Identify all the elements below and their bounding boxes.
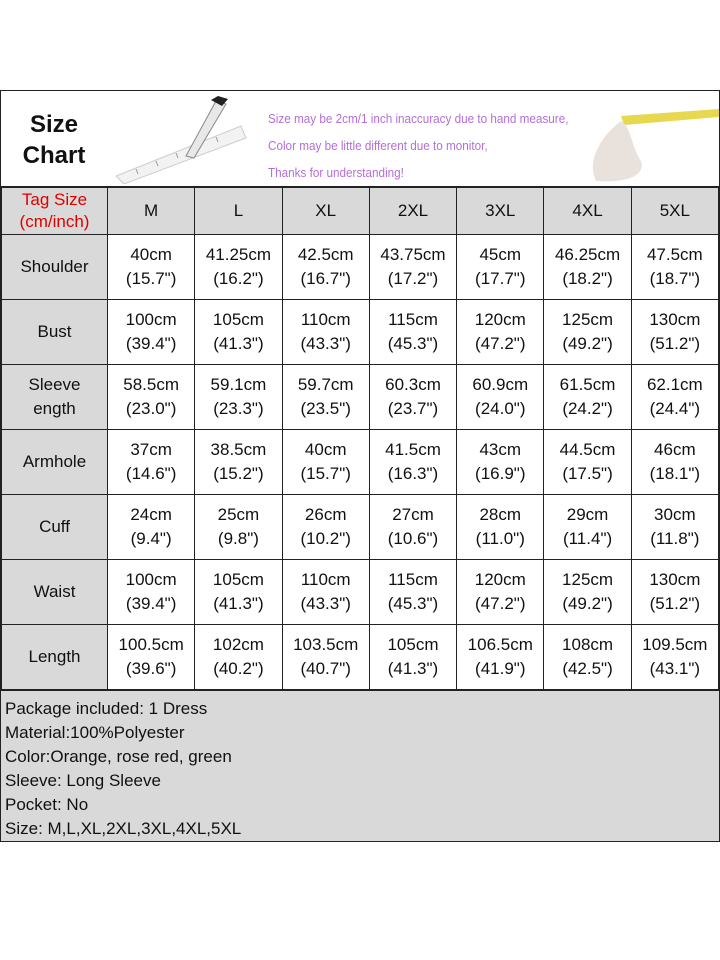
cm-value: 40cm: [304, 440, 347, 459]
inch-value: (11.0"): [475, 529, 525, 548]
measure-cell: [369, 495, 456, 560]
size-header-3XL: 3XL: [457, 188, 544, 235]
row-label-text: Shoulder: [20, 257, 89, 276]
inch-value: (16.3"): [387, 464, 439, 483]
cm-value: 61.5cm: [559, 375, 616, 394]
inch-value: (17.2"): [387, 269, 439, 288]
measure-cell: [282, 430, 369, 495]
cm-value: 60.9cm: [472, 375, 529, 394]
measure-cell: [195, 365, 282, 430]
cm-value: 109.5cm: [642, 635, 708, 654]
row-label-text: Waist: [33, 582, 76, 601]
cm-value: 24cm: [130, 505, 172, 524]
inch-value: (9.8"): [217, 529, 259, 548]
cm-value: 41.25cm: [205, 245, 272, 264]
product-info: [1, 690, 719, 841]
info-line: Material:100%Polyester: [5, 723, 185, 742]
inch-value: (49.2"): [562, 334, 613, 353]
measure-cell: [369, 625, 456, 690]
inch-value: (17.5"): [562, 464, 613, 483]
measure-cell: [282, 365, 369, 430]
pencil-ruler-illustration: [116, 96, 256, 184]
cm-value: 110cm: [300, 570, 351, 589]
cm-value: 115cm: [388, 570, 438, 589]
inch-value: (17.7"): [475, 269, 526, 288]
cm-value: 59.1cm: [210, 375, 267, 394]
row-label-text: Length: [28, 647, 81, 666]
inch-value: (24.2"): [562, 399, 613, 418]
cm-value: 26cm: [304, 505, 347, 524]
measure-cell: [369, 560, 456, 625]
inch-value: (43.3"): [300, 594, 351, 613]
measure-cell: [369, 365, 456, 430]
cm-value: 38.5cm: [210, 440, 267, 459]
cm-value: 100cm: [125, 570, 177, 589]
cm-value: 41.5cm: [385, 440, 441, 459]
tag-size-header: [2, 188, 108, 235]
row-label: [2, 365, 108, 430]
inch-value: (23.3"): [213, 399, 264, 418]
cm-value: 62.1cm: [646, 375, 703, 394]
row-label-text: Armhole: [22, 452, 87, 471]
row-label-text: Bust: [37, 322, 72, 341]
inch-value: (14.6"): [125, 464, 177, 483]
cm-value: 44.5cm: [559, 440, 616, 459]
measure-cell: [108, 495, 195, 560]
measure-cell: [457, 560, 544, 625]
note: Thanks for understanding!: [268, 165, 404, 180]
size-header-4XL: 4XL: [544, 188, 631, 235]
inch-value: (45.3"): [387, 594, 439, 613]
disclaimer-notes: [268, 105, 568, 186]
info-line: Package included: 1 Dress: [5, 699, 208, 718]
measure-cell: [631, 430, 718, 495]
inch-value: (39.4"): [125, 594, 177, 613]
cm-value: 42.5cm: [297, 245, 354, 264]
note: Size may be 2cm/1 inch inaccuracy due to hand measure,: [268, 111, 569, 126]
row-label-text: ength: [33, 399, 76, 418]
measure-cell: [544, 300, 631, 365]
inch-value: (39.6"): [125, 659, 177, 678]
cm-value: 40cm: [130, 245, 172, 264]
inch-value: (43.3"): [300, 334, 351, 353]
table-row: [2, 625, 719, 690]
measure-cell: [195, 560, 282, 625]
cm-value: 100cm: [125, 310, 177, 329]
info-line: Color:Orange, rose red, green: [5, 747, 232, 766]
cm-value: 102cm: [212, 635, 264, 654]
cm-value: 100.5cm: [118, 635, 184, 654]
measure-cell: [108, 430, 195, 495]
inch-value: (43.1"): [649, 659, 701, 678]
inch-value: (11.4"): [562, 529, 613, 548]
inch-value: (16.2"): [213, 269, 264, 288]
measure-cell: [282, 235, 369, 300]
inch-value: (23.5"): [300, 399, 351, 418]
cm-value: 105cm: [212, 570, 264, 589]
measure-cell: [631, 495, 718, 560]
cm-value: 125cm: [562, 310, 614, 329]
cm-value: 46cm: [654, 440, 696, 459]
inch-value: (47.2"): [475, 334, 526, 353]
hand-tape-measure-illustration: [576, 101, 719, 183]
inch-value: (10.6"): [387, 529, 439, 548]
row-label: [2, 300, 108, 365]
cm-value: 43cm: [479, 440, 522, 459]
inch-value: (18.7"): [649, 269, 701, 288]
measure-cell: [195, 495, 282, 560]
row-label: [2, 235, 108, 300]
measure-cell: [282, 560, 369, 625]
measure-cell: [631, 235, 718, 300]
inch-value: (15.2"): [213, 464, 264, 483]
cm-value: 105cm: [212, 310, 264, 329]
tag-label: Tag Size: [21, 190, 88, 209]
cm-value: 130cm: [649, 310, 701, 329]
inch-value: (10.2"): [300, 529, 351, 548]
cm-value: 60.3cm: [385, 375, 441, 394]
measure-cell: [544, 235, 631, 300]
size-header-M: M: [108, 188, 195, 235]
row-label: [2, 625, 108, 690]
measure-cell: [195, 625, 282, 690]
inch-value: (45.3"): [387, 334, 439, 353]
inch-value: (15.7"): [300, 464, 351, 483]
table-row: [2, 430, 719, 495]
measure-cell: [457, 235, 544, 300]
row-label-text: Sleeve: [28, 375, 81, 394]
row-label: [2, 495, 108, 560]
title-line: Chart: [22, 142, 86, 169]
measure-cell: [282, 625, 369, 690]
measure-cell: [369, 235, 456, 300]
cm-value: 30cm: [654, 505, 696, 524]
note: Color may be little different due to monitor,: [268, 138, 488, 153]
measure-cell: [544, 625, 631, 690]
cm-value: 106.5cm: [467, 635, 533, 654]
measure-cell: [108, 560, 195, 625]
table-row: [2, 365, 719, 430]
cm-value: 37cm: [130, 440, 172, 459]
inch-value: (41.3"): [213, 594, 264, 613]
measure-cell: [457, 495, 544, 560]
cm-value: 59.7cm: [297, 375, 354, 394]
measure-cell: [544, 560, 631, 625]
measure-cell: [108, 300, 195, 365]
cm-value: 110cm: [300, 310, 351, 329]
size-header-5XL: 5XL: [631, 188, 718, 235]
cm-value: 115cm: [388, 310, 438, 329]
chart-title: [1, 109, 107, 171]
table-row: [2, 300, 719, 365]
measure-cell: [195, 430, 282, 495]
measure-cell: [544, 430, 631, 495]
measure-cell: [108, 365, 195, 430]
info-line: Size: M,L,XL,2XL,3XL,4XL,5XL: [5, 819, 242, 838]
cm-value: 108cm: [562, 635, 614, 654]
cm-value: 43.75cm: [380, 245, 446, 264]
row-label: [2, 430, 108, 495]
measure-cell: [631, 625, 718, 690]
size-chart: [0, 90, 720, 842]
title-line: Size: [29, 111, 79, 138]
measure-cell: [195, 235, 282, 300]
chart-header: [1, 91, 719, 187]
inch-value: (18.1"): [649, 464, 701, 483]
cm-value: 45cm: [479, 245, 522, 264]
cm-value: 105cm: [387, 635, 439, 654]
cm-value: 47.5cm: [646, 245, 703, 264]
cm-value: 25cm: [217, 505, 260, 524]
inch-value: (41.3"): [213, 334, 264, 353]
measure-cell: [282, 495, 369, 560]
inch-value: (41.9"): [475, 659, 526, 678]
inch-value: (47.2"): [475, 594, 526, 613]
inch-value: (40.7"): [300, 659, 351, 678]
cm-value: 125cm: [562, 570, 614, 589]
cm-value: 29cm: [566, 505, 609, 524]
cm-value: 28cm: [479, 505, 522, 524]
measure-cell: [457, 365, 544, 430]
measure-cell: [544, 365, 631, 430]
inch-value: (40.2"): [213, 659, 264, 678]
measure-cell: [457, 625, 544, 690]
size-header-2XL: 2XL: [369, 188, 456, 235]
cm-value: 46.25cm: [554, 245, 621, 264]
measure-cell: [369, 300, 456, 365]
cm-value: 27cm: [392, 505, 434, 524]
cm-value: 103.5cm: [293, 635, 359, 654]
inch-value: (23.0"): [125, 399, 177, 418]
inch-value: (16.7"): [300, 269, 351, 288]
inch-value: (9.4"): [130, 529, 172, 548]
inch-value: (51.2"): [649, 594, 701, 613]
inch-value: (16.9"): [475, 464, 526, 483]
cm-value: 130cm: [649, 570, 701, 589]
table-row: [2, 495, 719, 560]
info-line: Pocket: No: [5, 795, 89, 814]
inch-value: (51.2"): [649, 334, 701, 353]
inch-value: (24.4"): [649, 399, 701, 418]
cm-value: 120cm: [474, 310, 526, 329]
table-row: [2, 560, 719, 625]
inch-value: (15.7"): [125, 269, 177, 288]
measure-cell: [108, 625, 195, 690]
size-header-XL: XL: [282, 188, 369, 235]
measure-cell: [195, 300, 282, 365]
measure-cell: [457, 300, 544, 365]
measure-cell: [369, 430, 456, 495]
size-table: [1, 187, 719, 690]
cm-value: 58.5cm: [123, 375, 180, 394]
row-label-text: Cuff: [39, 517, 70, 536]
tag-unit: (cm/inch): [19, 212, 90, 231]
inch-value: (41.3"): [387, 659, 439, 678]
inch-value: (11.8"): [650, 529, 700, 548]
inch-value: (49.2"): [562, 594, 613, 613]
cm-value: 120cm: [474, 570, 526, 589]
table-row: [2, 235, 719, 300]
size-header-row: [2, 188, 719, 235]
row-label: [2, 560, 108, 625]
measure-cell: [108, 235, 195, 300]
info-line: Sleeve: Long Sleeve: [5, 771, 161, 790]
measure-cell: [631, 365, 718, 430]
inch-value: (18.2"): [562, 269, 613, 288]
inch-value: (39.4"): [125, 334, 177, 353]
measure-cell: [282, 300, 369, 365]
size-header-L: L: [195, 188, 282, 235]
inch-value: (24.0"): [475, 399, 526, 418]
measure-cell: [457, 430, 544, 495]
measure-cell: [631, 300, 718, 365]
measure-cell: [544, 495, 631, 560]
measure-cell: [631, 560, 718, 625]
inch-value: (23.7"): [387, 399, 439, 418]
inch-value: (42.5"): [562, 659, 613, 678]
